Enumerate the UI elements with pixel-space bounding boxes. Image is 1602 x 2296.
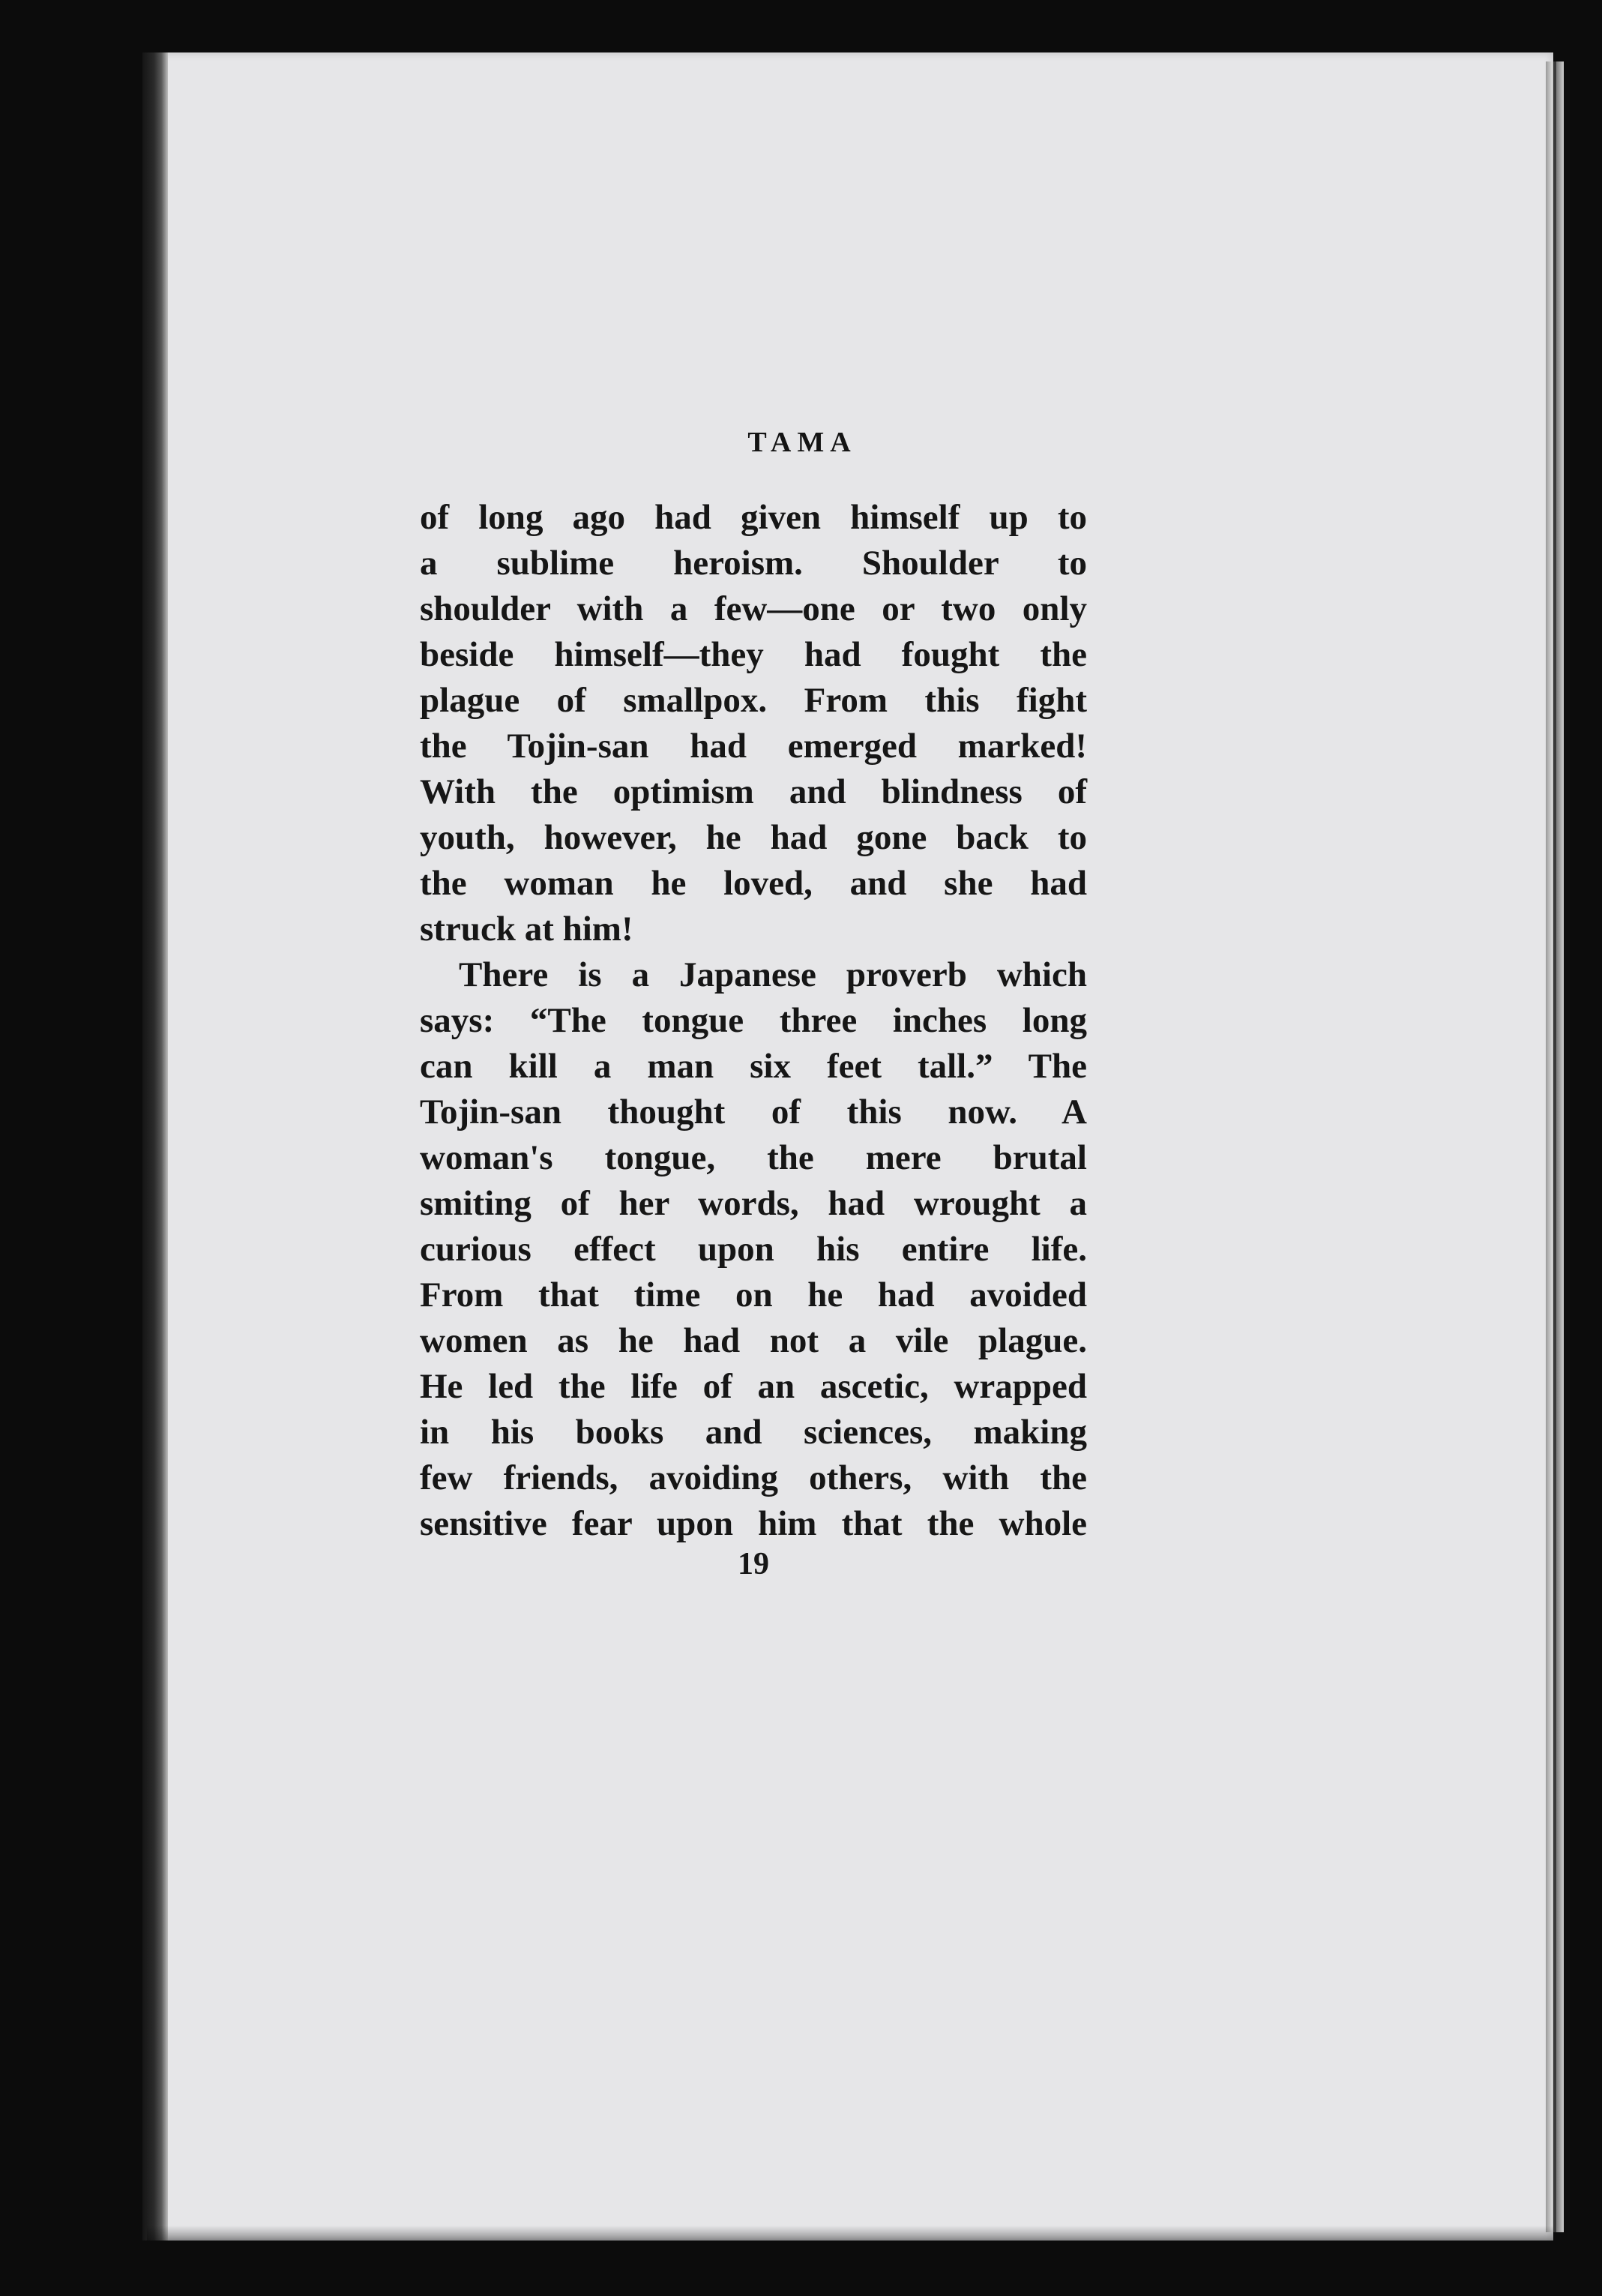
text-line: shoulder with a few—one or two only	[420, 589, 1087, 628]
text-line: curious effect upon his entire life.	[420, 1230, 1087, 1269]
text-line: can kill a man six feet tall.” The	[420, 1047, 1087, 1086]
text-line: in his books and sciences, making	[420, 1413, 1087, 1452]
text-line: sensitive fear upon him that the whole	[420, 1504, 1087, 1543]
page-bottom-shadow	[147, 2226, 1553, 2241]
text-line: With the optimism and blindness of	[420, 772, 1087, 811]
text-line: From that time on he had avoided	[420, 1275, 1087, 1314]
text-line: smiting of her words, had wrought a	[420, 1184, 1087, 1223]
text-line: says: “The tongue three inches long	[420, 1001, 1087, 1040]
text-line: a sublime heroism. Shoulder to	[420, 544, 1087, 583]
text-line: youth, however, he had gone back to	[420, 818, 1087, 857]
text-line: women as he had not a vile plague.	[420, 1321, 1087, 1360]
text-line: woman's tongue, the mere brutal	[420, 1138, 1087, 1177]
page-number: 19	[738, 1547, 769, 1581]
text-line: of long ago had given himself up to	[420, 498, 1087, 537]
running-head: TAMA	[747, 427, 857, 458]
paragraph-2	[420, 952, 1087, 1547]
text-line: the woman he loved, and she had	[420, 864, 1087, 903]
text-line: Tojin-san thought of this now. A	[420, 1093, 1087, 1132]
text-line: There is a Japanese proverb which	[459, 955, 1087, 994]
text-line: the Tojin-san had emerged marked!	[420, 727, 1087, 766]
text-line: He led the life of an ascetic, wrapped	[420, 1367, 1087, 1406]
page-fore-edge-line	[1553, 61, 1556, 2232]
text-line: plague of smallpox. From this fight	[420, 681, 1087, 720]
text-line: few friends, avoiding others, with the	[420, 1458, 1087, 1497]
text-line: beside himself—they had fought the	[420, 635, 1087, 674]
book-binding-edge	[142, 52, 168, 2241]
text-line: struck at him!	[420, 910, 633, 949]
paragraph-1	[420, 495, 1087, 952]
body-text	[420, 495, 1087, 1547]
